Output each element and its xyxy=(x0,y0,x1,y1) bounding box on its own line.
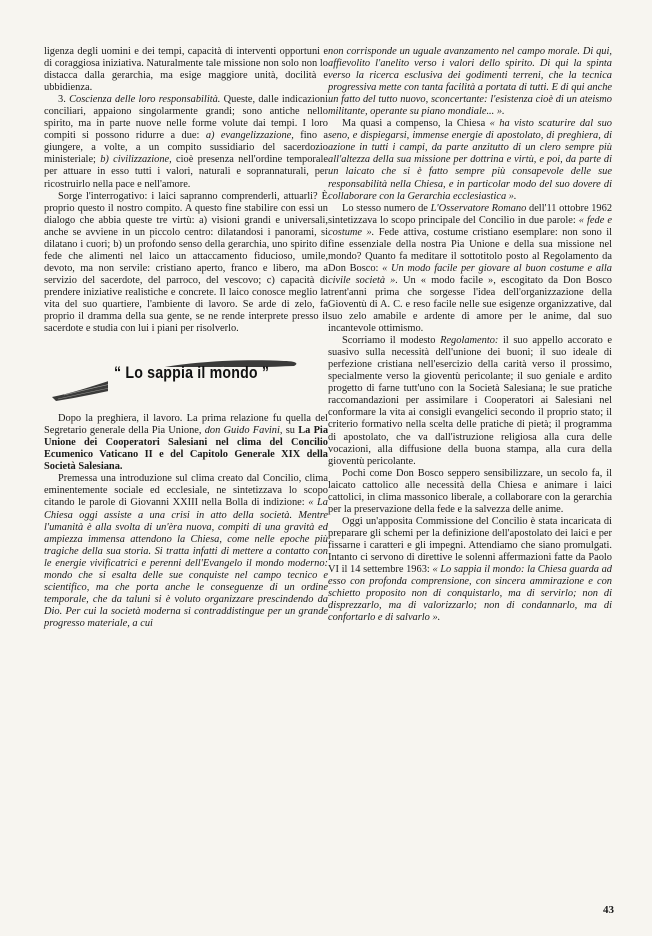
paragraph-text: Ma quasi a compenso, la Chiesa xyxy=(342,118,490,130)
paragraph-text: Un « modo facile », escogitato da Don Bosco trent'anni prima che sorgesse l'idea dell'organizzazione della Gioventù di A. C. e reso facile nelle sue esigenze organizzative, dal suo zelo amabile e ardente di amore per le anime, dal suo incantevole ottimismo. xyxy=(328,274,613,335)
quotation: « fede e costume ». xyxy=(328,214,612,238)
paragraph xyxy=(328,516,612,624)
quotation: « Un modo facile per giovare al buon costume e alla civile società ». xyxy=(328,262,612,286)
paragraph-text: fino a giungere, a volte, a un compito sussidiario del sacerdozio ministeriale; xyxy=(44,130,329,166)
right-column xyxy=(328,46,612,624)
paragraph-text: Pochi come Don Bosco seppero sensibilizzare, un secolo fa, il laicato cattolico alle necessità della Chiesa e animare i laici cattolici, in clima massonico liberale, a collaborare con la gerarchia per la preservazione della fede e la salvezza delle anime. xyxy=(328,467,612,515)
paragraph xyxy=(44,473,328,630)
paragraph-text: Oggi un'apposita Commissione del Concilio è stata incaricata di preparare gli schemi per la definizione dell'apostolato dei laici e per fissarne i caratteri e gli impegni. Attendiamo che siano promulgati. Intanto ci servono di direttive le solenni affermazioni fatte da Paolo VI il 14 settembre 1963: xyxy=(328,515,612,576)
paragraph xyxy=(44,46,328,94)
quotation: « ha visto scaturire dal suo seno, e dispiegarsi, immense energie di apostolato, di preghiera, di azione in tutti i campi, da parte anzitutto di un clero sempre più all'altezza della sua missione per dottrina e virtù, e poi, da parte di un laicato che si è fatto sempre più consapevole delle sue responsabilità nella Chiesa, e in particolar modo del suo dovere di collaborare con la Gerarchia ecclesiastica ». xyxy=(328,118,612,202)
paragraph-text: il suo appello accorato e suasivo sulla necessità dell'unione dei buoni; il suo ideale di perfezione cristiana nell'esercizio della carità verso il prossimo, specialmente verso la gioventù pericolante; il suo geniale e ardito progetto di farne tutt'uno con la Società Salesiana; le sue pratiche raccomandazioni per assimilare i Cooperatori ai Salesiani nel conformare la vita ai consigli evangelici secondo il proprio stato; il criterio formativo nella scelta delle pratiche di pietà; il programma di apostolato, che va dall'istruzione religiosa alla cura delle vocazioni, alla diffusione della buona stampa, alla cura della gioventù pericolante. xyxy=(328,335,613,467)
quotation: « Lo sappia il mondo: la Chiesa guarda ad esso con profonda comprensione, con sincera ammirazione e con schietto proposito non di conquistarlo, ma di servirlo; non di disprezzarlo, ma di valorizzarlo; non di condannarlo, ma di confortarlo e di salvarlo ». xyxy=(328,564,612,624)
paragraph xyxy=(328,46,612,118)
italic-text: a) evangelizzazione, xyxy=(205,130,294,142)
report-title: La Pia Unione dei Cooperatori Salesiani nel clima del Concilio Ecumenico Vaticano II e del Capitolo Generale XIX della Società Salesiana. xyxy=(44,425,329,473)
page-number: 43 xyxy=(603,904,614,916)
paragraph-text: Lo stesso numero de xyxy=(342,202,431,214)
paragraph-text: Dopo la preghiera, il lavoro. La prima relazione fu quella del Segretario generale della Pia Unione, xyxy=(44,413,328,437)
paragraph-text: Premessa una introduzione sul clima creato dal Concilio, clima eminentemente sociale ed ecclesiale, ne sintetizzava lo scopo citando le parole di Giovanni XXIII nella Bolla di indizione: xyxy=(44,473,328,509)
italic-text: b) civilizzazione, xyxy=(100,154,172,166)
paragraph-text: dell'11 ottobre 1962 sintetizzava lo scopo principale del Concilio in due parole: xyxy=(328,202,613,226)
paragraph-text: 3. xyxy=(58,94,70,106)
paragraph xyxy=(328,335,612,468)
paragraph-text: su xyxy=(282,425,299,437)
newspaper-name: L'Osservatore Romano xyxy=(430,202,527,214)
paragraph xyxy=(328,118,612,202)
paragraph xyxy=(44,94,328,190)
section-heading: Coscienza delle loro responsabilità. xyxy=(69,94,221,106)
section-title: “ Lo sappia il mondo ” xyxy=(114,364,270,383)
paragraph-text: Fede attiva, costume cristiano esemplare: non sono il fine essenziale della nostra Pia Unione e della sua missione nel mondo? Quanto fa meditare il sottotitolo posto al Regolamento da Don Bosco: xyxy=(328,226,612,274)
paragraph-text: Queste, dalle indicazioni conciliari, appaiono singolarmente grandi; sono antiche nello spirito, ma in parte nuove nelle forme volute dai tempi. I loro compiti si possono ridurre a due: xyxy=(44,94,329,142)
author-name: don Guido Favini, xyxy=(204,425,283,437)
paragraph-text: cioè presenza nell'ordine temporale per attuare in esso tutti i valori, naturali e soprannaturali, per ricostruirlo nella pace e nell'amore. xyxy=(44,154,328,190)
paragraph xyxy=(44,413,328,473)
paragraph xyxy=(328,468,612,516)
section-banner xyxy=(44,347,328,405)
quotation: non corrisponde un uguale avanzamento nel campo morale. Di qui, affievolito l'anelito verso i valori dello spirito. Di qui la spinta verso la ricerca esclusiva dei godimenti terreni, che la tecnica progressiva mette con tanta facilità a portata di tutti. E di qui anche un fatto del tutto nuovo, sconcertante: l'esistenza cioè di un ateismo militante, operante su piano mondiale... ». xyxy=(328,46,612,118)
paragraph-text: ligenza degli uomini e dei tempi, capacità di interventi opportuni e di coraggiosa iniziativa. Naturalmente tale missione non solo non lo distacca dalla gerarchia, ma esige maggiore unità, docilità e ubbidienza. xyxy=(44,46,328,94)
italic-text: Regolamento: xyxy=(440,335,499,347)
paragraph xyxy=(44,191,328,336)
paragraph-text: Sorge l'interrogativo: i laici sapranno comprenderli, attuarli? È proprio questo il nostro compito. A questo fine stabilire con essi un dialogo che abbia queste tre virtù: a) visioni grandi e universali, anche se avviene in un piccolo centro: dilatandosi i panorami, si dilatano i cuori; b) un profondo senso della gerarchia, uno spirito di fede che alimenti nel laico un attaccamento fiducioso, umile, devoto, ma non servile: cristiano aperto, franco e libero, ma a servizio del sacerdote, del parroco, del vescovo; c) capacità di prendere iniziative realistiche e concrete. Il laico conosce meglio la vita del suo quartiere, l'ambiente di lavoro. Se arde di zelo, fa proprio il dramma della sua gente, se ne rende interprete presso il sacerdote e studia con lui i piani per risolverlo. xyxy=(44,190,328,335)
paragraph-text: Scorriamo il modesto xyxy=(342,335,441,347)
quotation: « La Chiesa oggi assiste a una crisi in atto della società. Mentre l'umanità è alla svolta di un'èra nuova, compiti di una gravità ed ampiezza immensa attendono la Chiesa, come nelle epoche più tragiche della sua storia. Si tratta infatti di mettere a contatto con le energie vivificatrici e perenni dell'Evangelo il mondo moderno: mondo che si esalta delle sue conquiste nel campo tecnico e scientifico, ma che porta anche le conseguenze di un ordine temporale, che da taluni si è voluto organizzare prescindendo da Dio. Per cui la società moderna si contraddistingue per un grande progresso materiale, a cui xyxy=(44,497,328,629)
paragraph xyxy=(328,203,612,336)
left-column xyxy=(44,46,328,630)
